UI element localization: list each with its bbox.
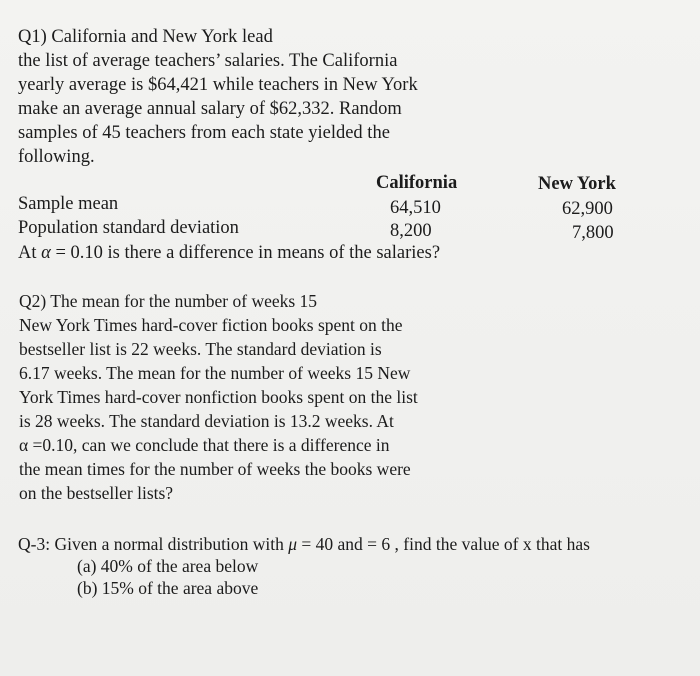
row-label-sample-mean: Sample mean: [18, 194, 119, 214]
q2-line-6: is 28 weeks. The standard deviation is 13.2 weeks. At: [19, 411, 394, 431]
q2-line-7: α =0.10, can we conclude that there is a difference in: [19, 435, 390, 455]
q1-line-3: yearly average is $64,421 while teachers in New York: [18, 75, 418, 95]
alpha-symbol: α: [41, 243, 51, 263]
col-header-california: California: [376, 173, 458, 193]
ca-sample-mean: 64,510: [390, 198, 441, 218]
q1-line-1: Q1) California and New York lead: [18, 27, 273, 47]
q1-line-4: make an average annual salary of $62,332. Random: [18, 99, 402, 119]
q3-part-b: (b) 15% of the area above: [77, 578, 259, 598]
col-header-new-york: New York: [538, 174, 616, 194]
q2-line-2: New York Times hard-cover fiction books spent on the: [19, 315, 403, 335]
ny-sample-mean: 62,900: [562, 199, 613, 219]
q2-line-5: York Times hard-cover nonfiction books spent on the list: [19, 387, 418, 407]
ny-population-sd: 7,800: [572, 223, 614, 243]
q2-line-8: the mean times for the number of weeks the books were: [19, 459, 411, 479]
q1-line-2: the list of average teachers’ salaries. The California: [18, 51, 398, 71]
q1-alpha-suffix: = 0.10 is there a difference in means of the salaries?: [50, 243, 441, 263]
q1-alpha-question: [18, 242, 440, 264]
q3-title-suffix: = 40 and = 6 , find the value of x that has: [297, 534, 590, 554]
q1-alpha-prefix: At: [18, 243, 42, 263]
q2-line-4: 6.17 weeks. The mean for the number of weeks 15 New: [19, 363, 411, 383]
mu-symbol: μ: [288, 534, 298, 554]
q2-line-9: on the bestseller lists?: [19, 483, 174, 503]
q2-line-1: Q2) The mean for the number of weeks 15: [19, 291, 318, 311]
ca-population-sd: 8,200: [390, 221, 432, 241]
q3-title-prefix: Q-3: Given a normal distribution with: [18, 534, 289, 554]
q1-line-6: following.: [18, 147, 95, 167]
q2-line-3: bestseller list is 22 weeks. The standard deviation is: [19, 339, 382, 359]
row-label-population-sd: Population standard deviation: [18, 218, 239, 238]
q3-part-a: (a) 40% of the area below: [77, 556, 259, 576]
q3-title: [18, 533, 590, 555]
q1-line-5: samples of 45 teachers from each state yielded the: [18, 123, 390, 143]
